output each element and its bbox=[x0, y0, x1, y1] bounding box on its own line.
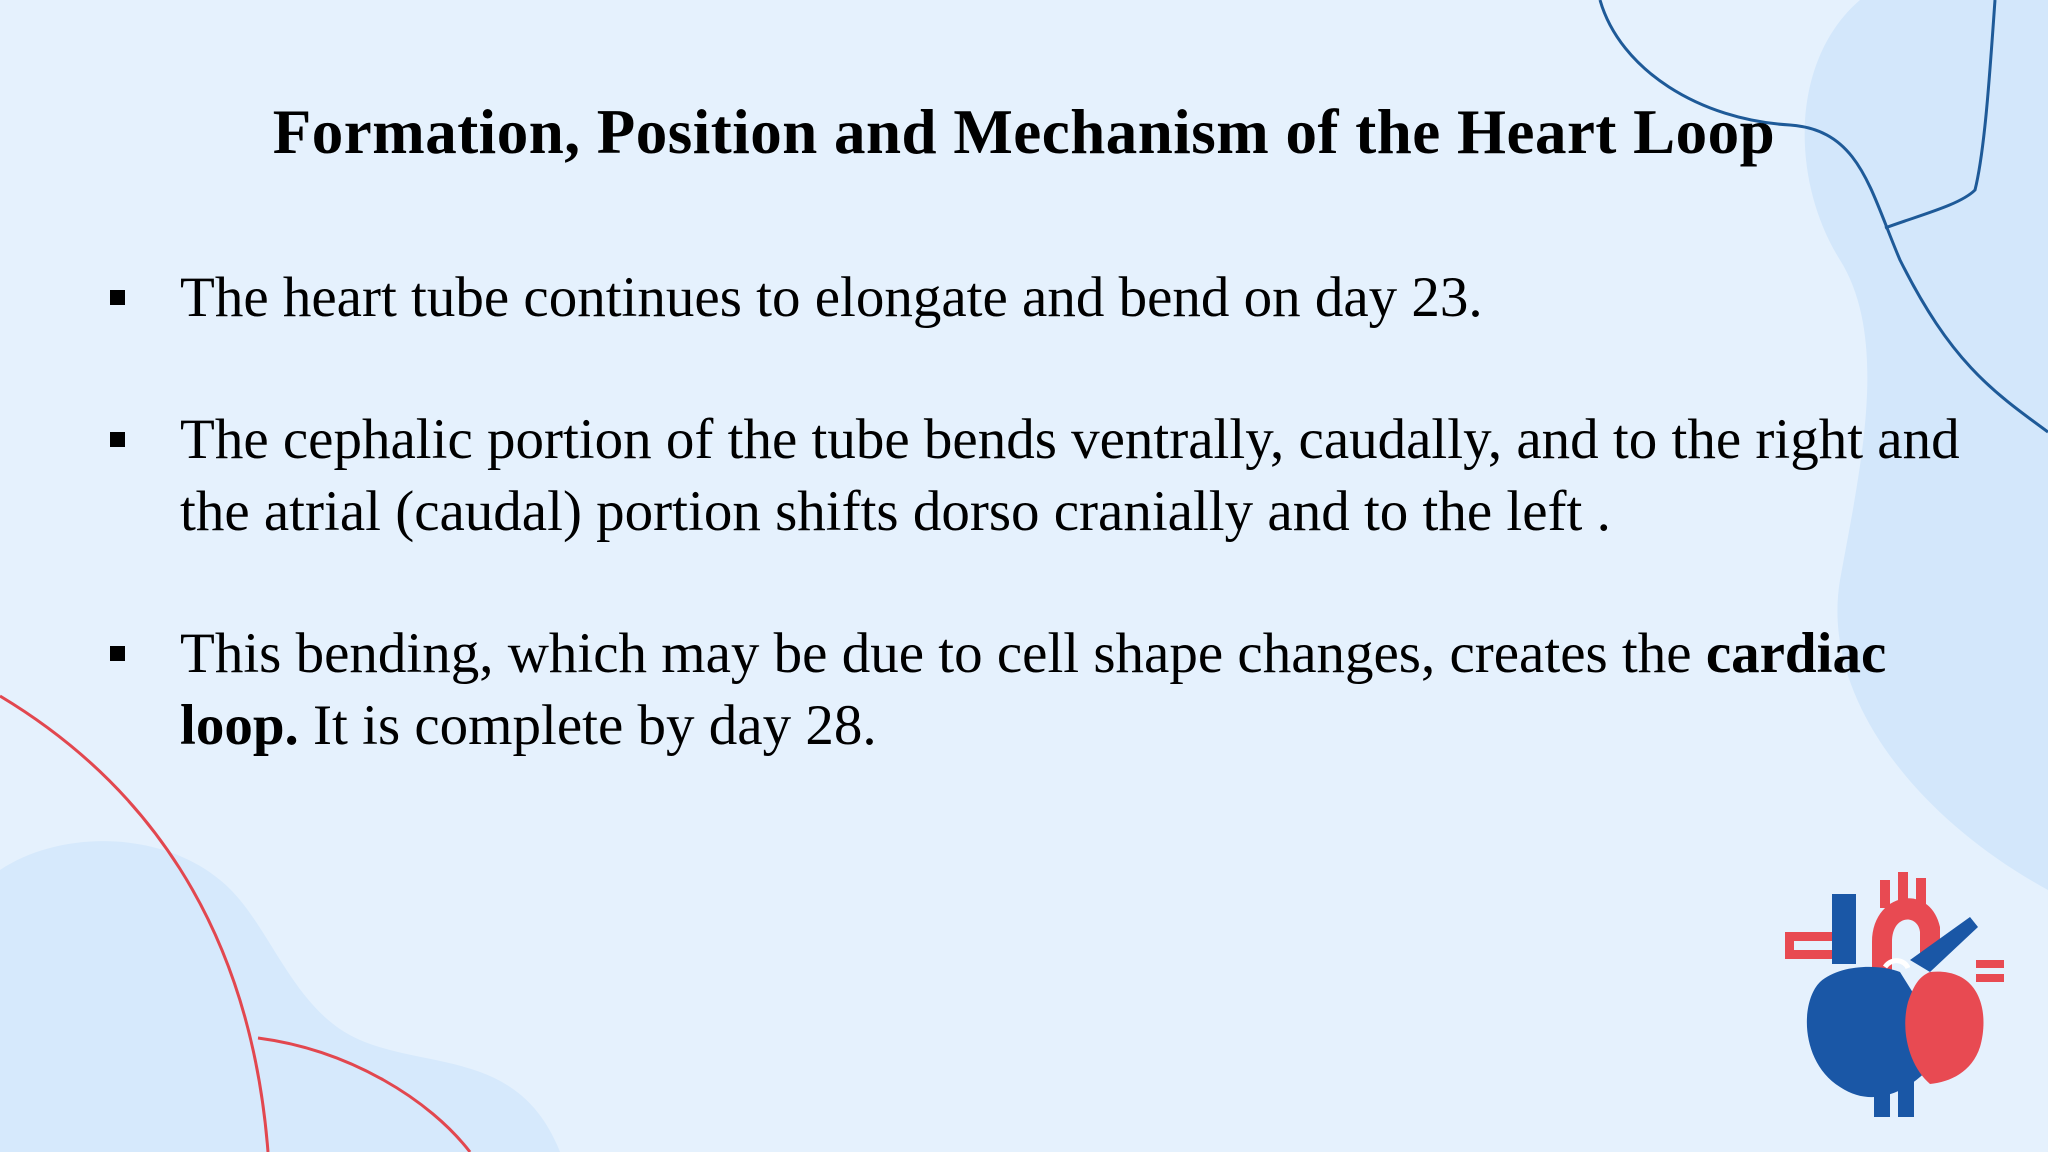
square-bullet-icon bbox=[110, 290, 125, 305]
bullet-text: The cephalic portion of the tube bends ventrally, caudally, and to the right and the atrial (caudal) portion shifts dorso cranially and to the left . bbox=[180, 408, 1960, 543]
slide-title: Formation, Position and Mechanism of the Heart Loop bbox=[272, 97, 1776, 167]
square-bullet-icon bbox=[110, 432, 125, 447]
bullet-text-before: This bending, which may be due to cell shape changes, creates the bbox=[180, 622, 1706, 685]
bullet-text: The heart tube continues to elongate and bend on day 23. bbox=[180, 266, 1483, 329]
bullet-item-3 bbox=[100, 618, 1980, 762]
bullet-item-2 bbox=[100, 404, 1980, 548]
bottom-left-blob bbox=[0, 841, 560, 1152]
bullet-text-bold: cardiac loop. bbox=[180, 622, 1887, 757]
bullet-list bbox=[100, 262, 1980, 762]
bullet-item-1 bbox=[100, 262, 1980, 334]
bullet-text-after: It is complete by day 28. bbox=[298, 694, 877, 757]
anatomical-heart-icon bbox=[1780, 872, 2010, 1120]
square-bullet-icon bbox=[110, 646, 125, 661]
